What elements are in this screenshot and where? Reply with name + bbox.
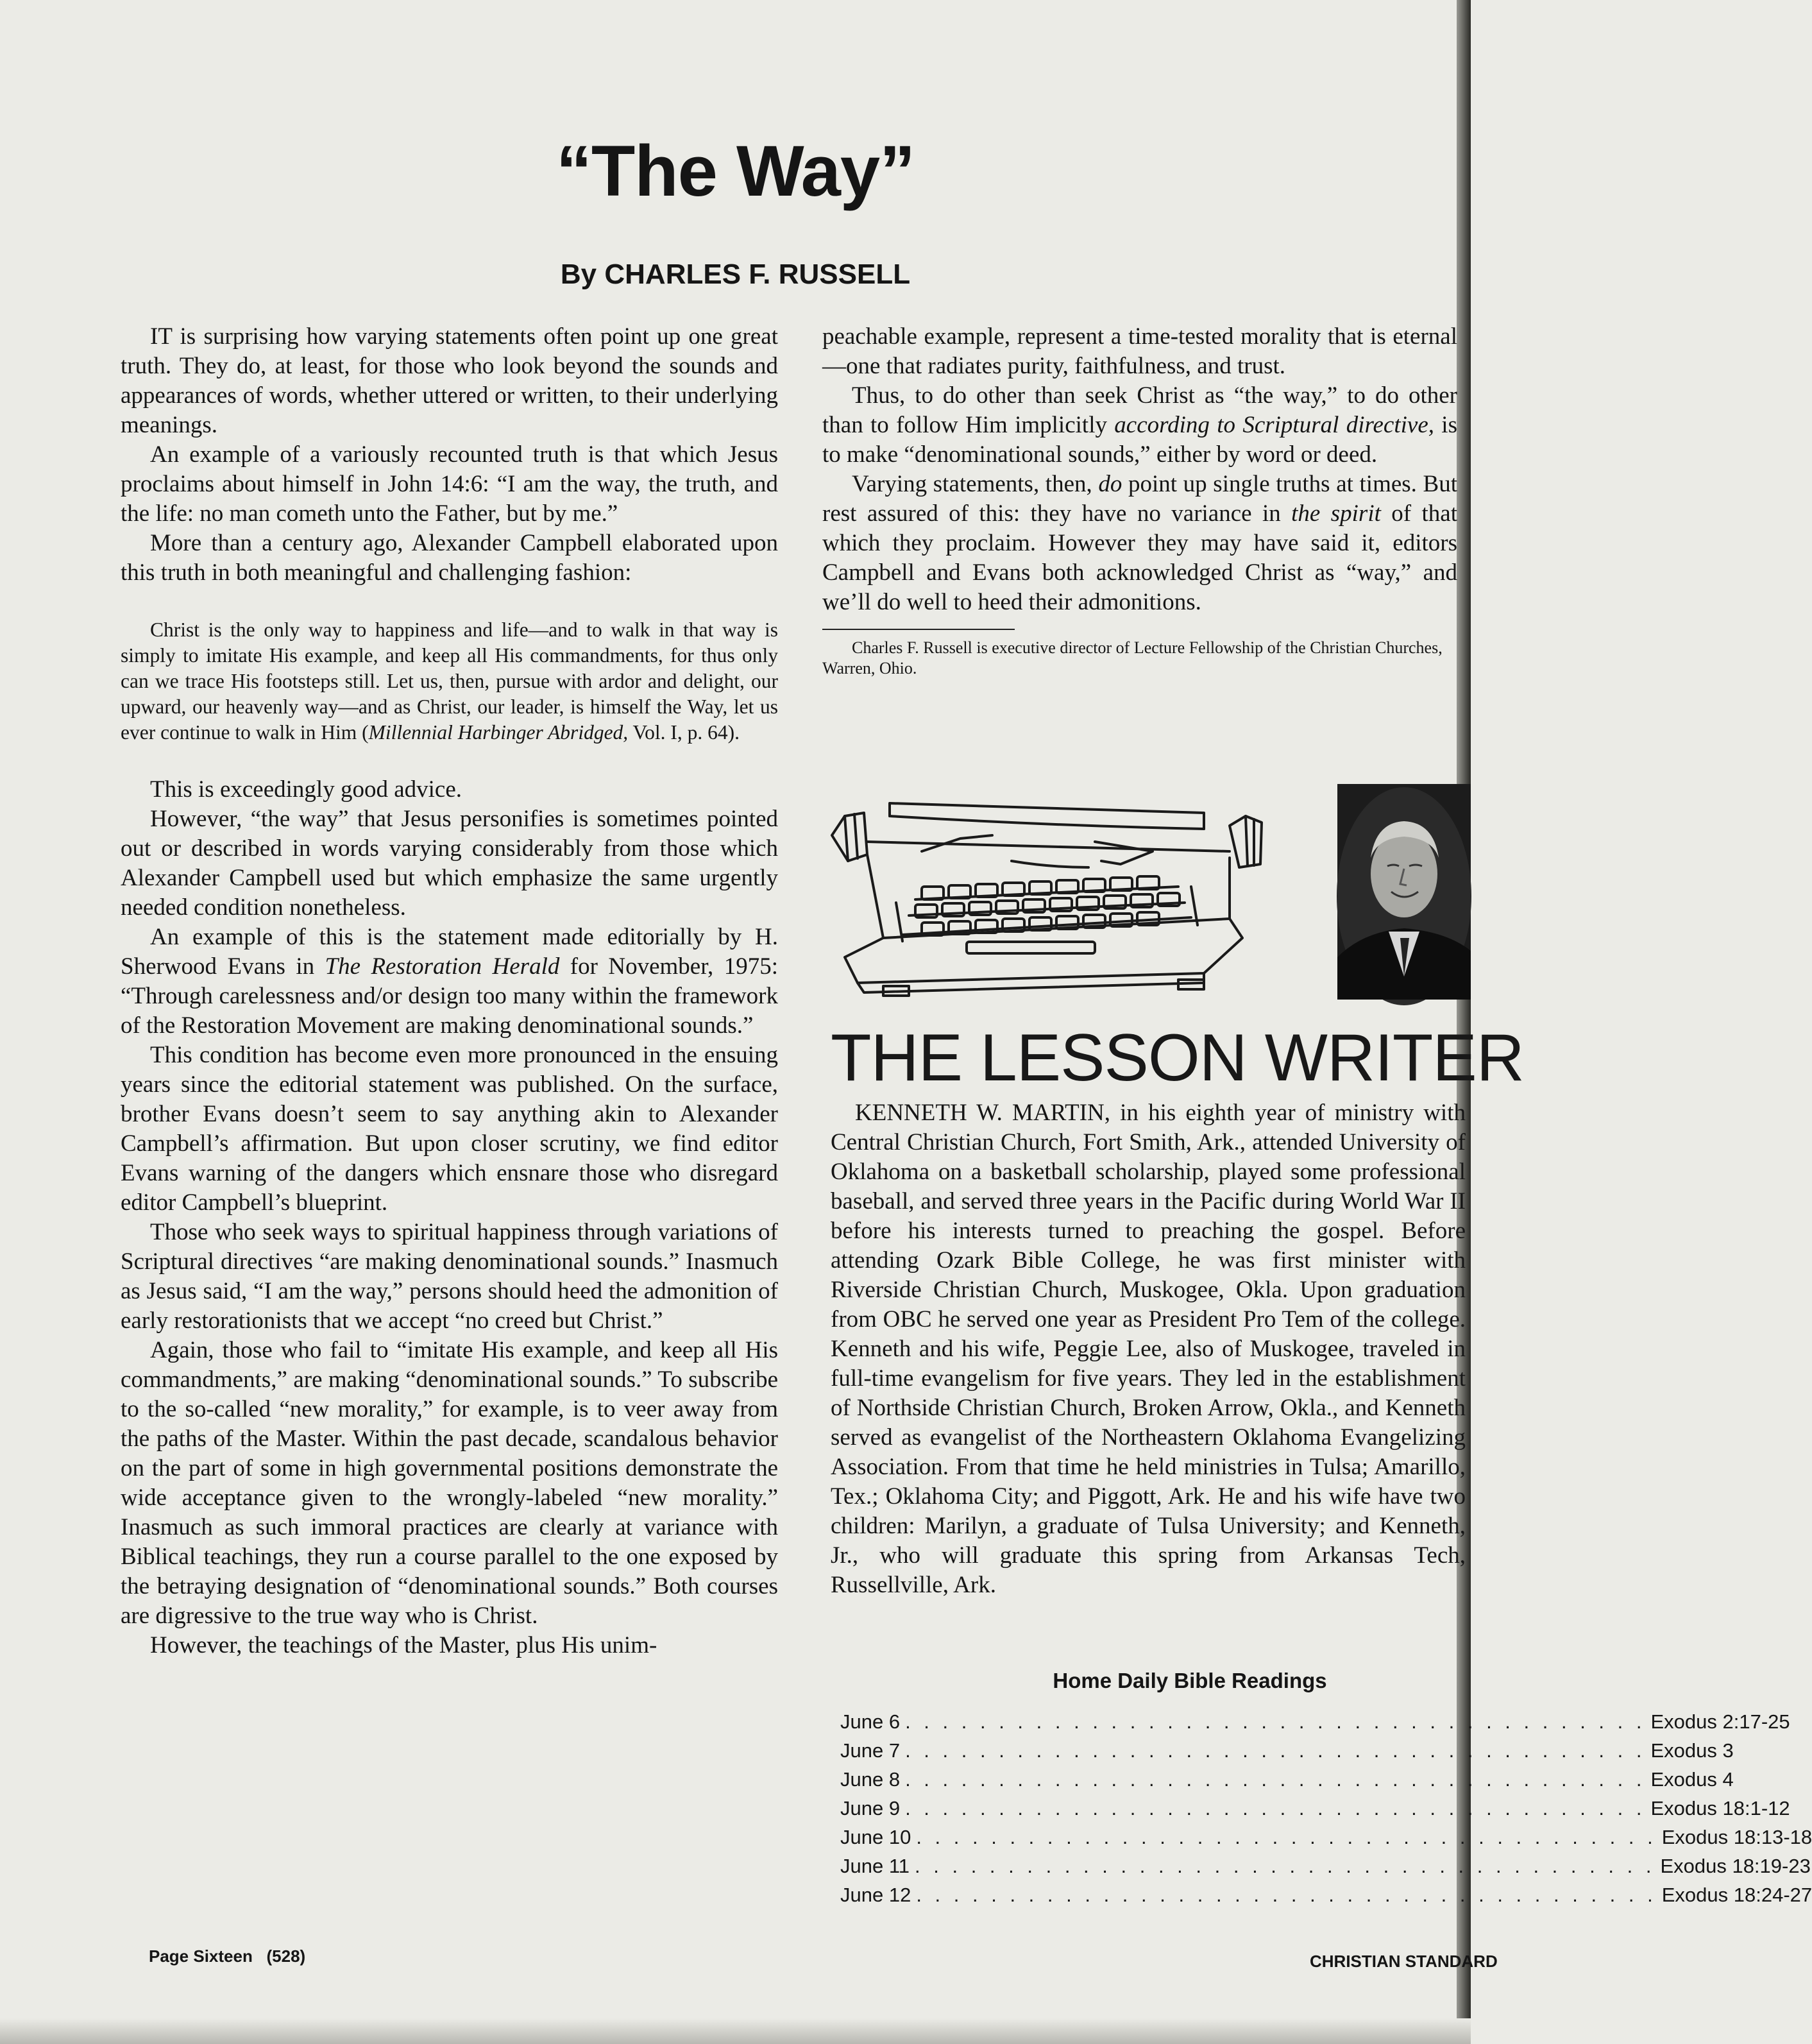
- leader-dots: . . . . . . . . . . . . . . . . . . . . . . . . . . . . . . . . . . . . . . . .: [905, 1797, 1646, 1819]
- author-photo: [1337, 784, 1471, 1000]
- reading-date: June 8: [840, 1768, 901, 1791]
- footnote-rule: [822, 629, 1015, 630]
- quote-text: Christ is the only way to happiness and life—and to walk in that way is simply to imitate His example, and keep all His commandments, for thus only can we trace His footsteps still. Let us, then, pursue with ardor and delight, our upward, our heavenly way—and as Christ, our leader, is himself the Way, let us ever continue to walk in Him (: [121, 618, 778, 744]
- emphasis-text: according to Scriptural directive,: [1114, 412, 1434, 438]
- publication-name: The Restoration Herald: [325, 953, 560, 980]
- text-run: is to make “denominational sounds,” either by word or deed.: [822, 412, 1457, 468]
- text-run: Thus, to do other than seek Christ as “the way,” to do other than to follow Him implicitly: [822, 382, 1457, 438]
- reading-row: [840, 1884, 1812, 1912]
- text-run: An example of this is the statement made editorially by H. Sherwood Evans in: [121, 924, 778, 980]
- reading-passage: Exodus 18:13-18: [1661, 1826, 1812, 1848]
- reading-row: [840, 1768, 1734, 1797]
- page-bottom-shadow: [0, 2018, 1471, 2044]
- leader-dots: . . . . . . . . . . . . . . . . . . . . . . . . . . . . . . . . . . . . . . . .: [916, 1826, 1657, 1848]
- leader-dots: . . . . . . . . . . . . . . . . . . . . . . . . . . . . . . . . . . . . . . . .: [905, 1710, 1646, 1733]
- reading-row: [840, 1797, 1790, 1826]
- typewriter-illustration: [819, 790, 1278, 1009]
- article-paragraph: An example of a variously recounted truth is that which Jesus proclaims about himself in John 14:6: “I am the way, the truth, and the life: no man cometh unto the Father, but by me.”: [121, 441, 778, 527]
- text-run: of that which they proclaim. However they may have said it, editors Campbell and Evans both acknowledged Christ as “way,” and we’ll do well to heed their admonitions.: [822, 500, 1457, 615]
- article-paragraph: Again, those who fail to “imitate His example, and keep all His commandments,” are making “denominational sounds.” To subscribe to the so-called “new morality,” for example, is to veer away from the paths of the Master. Within the past decade, scandalous behavior on the part of some in high governmental positions demonstrate the wide acceptance given to the wrongly-labeled “new morality.” Inasmuch as such immoral practices are clearly at variance with Biblical teachings, they run a course parallel to the one exposed by the betraying designation of “denominational sounds.” Both courses are digressive to the true way who is Christ.: [121, 1337, 778, 1629]
- article-byline: By CHARLES F. RUSSELL: [560, 259, 911, 290]
- reading-passage: Exodus 2:17-25: [1650, 1710, 1790, 1733]
- reading-row: [840, 1855, 1811, 1884]
- article-paragraph: This condition has become even more pronounced in the ensuing years since the editorial statement was published. On the surface, brother Evans doesn’t seem to say anything akin to Alexander Campbell’s affirmation. But upon closer scrutiny, we find editor Evans warning of the dangers which ensnare those who disregard editor Campbell’s blueprint.: [121, 1042, 778, 1216]
- reading-date: June 10: [840, 1826, 911, 1848]
- quote-reference: Vol. I, p. 64).: [628, 721, 740, 744]
- reading-passage: Exodus 3: [1650, 1739, 1734, 1762]
- readings-list: [840, 1710, 1812, 1912]
- article-paragraph: [822, 470, 1457, 617]
- article-paragraph: [121, 923, 778, 1041]
- article-title: “The Way”: [555, 131, 915, 211]
- article-paragraph: peachable example, represent a time-tested morality that is eternal—one that radiates purity, faithfulness, and trust.: [822, 323, 1457, 379]
- page-folio: Page Sixteen (528): [149, 1946, 306, 1966]
- article-paragraph: [822, 381, 1457, 470]
- reading-date: June 11: [840, 1855, 910, 1877]
- reading-passage: Exodus 18:24-27: [1661, 1884, 1812, 1906]
- article-column-right: [822, 322, 1457, 679]
- quote-source: Millennial Harbinger Abridged,: [368, 721, 629, 744]
- readings-title: Home Daily Bible Readings: [1053, 1669, 1327, 1692]
- reading-passage: Exodus 18:19-23: [1660, 1855, 1811, 1877]
- bio-paragraph: KENNETH W. MARTIN, in his eighth year of ministry with Central Christian Church, Fort Smith, Ark., attended University of Oklahoma on a basketball scholarship, played some professional baseball, and served three years in the Pacific during World War II before his interests turned to preaching the gospel. Before attending Ozark Bible College, he was first minister with Riverside Christian Church, Muskogee, Okla. Upon graduation from OBC he served one year as President Pro Tem of the college. Kenneth and his wife, Peggie Lee, also of Muskogee, traveled in full-time evangelism for five years. They led in the establishment of Northside Christian Church, Broken Arrow, Okla., and Kenneth served as evangelist of the Northeastern Oklahoma Evangelizing Association. From that time he held ministries in Tulsa; Amarillo, Tex.; Oklahoma City; and Piggott, Ark. He and his wife have two children: Marilyn, a graduate of Tulsa University; and Kenneth, Jr., who will graduate this spring from Arkansas Tech, Russellville, Ark.: [831, 1100, 1466, 1598]
- reading-row: [840, 1826, 1812, 1855]
- reading-row: [840, 1739, 1734, 1768]
- reading-date: June 7: [840, 1739, 901, 1762]
- emphasis-text: the spirit: [1291, 500, 1381, 527]
- article-paragraph: Those who seek ways to spiritual happiness through variations of Scriptural directives “are making denominational sounds.” Inasmuch as Jesus said, “I am the way,” persons should heed the admonition of early restorationists that we accept “no creed but Christ.”: [121, 1219, 778, 1334]
- article-paragraph: However, “the way” that Jesus personifies is sometimes pointed out or described in words varying considerably from those which Alexander Campbell used but which emphasize the same urgently needed condition nonetheless.: [121, 806, 778, 921]
- reading-date: June 6: [840, 1710, 901, 1733]
- leader-dots: . . . . . . . . . . . . . . . . . . . . . . . . . . . . . . . . . . . . . . . .: [905, 1739, 1646, 1762]
- author-footnote: Charles F. Russell is executive director of Lecture Fellowship of the Christian Churches, Warren, Ohio.: [822, 638, 1443, 677]
- article-paragraph: However, the teachings of the Master, plus His unim-: [150, 1632, 657, 1658]
- article-column-left: [121, 322, 778, 1660]
- reading-passage: Exodus 18:1-12: [1650, 1797, 1790, 1819]
- publication-footer: CHRISTIAN STANDARD: [1310, 1952, 1498, 1971]
- text-run: for November, 1975: “Through carelessness and/or design too many within the framework of the Restoration Movement are making denominational sounds.”: [121, 953, 779, 1039]
- text-run: point up single truths at times. But rest assured of this: they have no variance in: [822, 471, 1458, 527]
- leader-dots: . . . . . . . . . . . . . . . . . . . . . . . . . . . . . . . . . . . . . . . .: [916, 1884, 1657, 1906]
- portrait-image: [1337, 784, 1471, 1000]
- text-run: Varying statements, then,: [852, 471, 1099, 497]
- article-paragraph: This is exceedingly good advice.: [150, 776, 462, 803]
- lesson-writer-bio: [831, 1098, 1466, 1600]
- lesson-writer-heading: THE LESSON WRITER: [831, 1021, 1524, 1095]
- campbell-quote: [121, 617, 778, 745]
- reading-passage: Exodus 4: [1650, 1768, 1734, 1791]
- leader-dots: . . . . . . . . . . . . . . . . . . . . . . . . . . . . . . . . . . . . . . . .: [905, 1768, 1646, 1791]
- leader-dots: . . . . . . . . . . . . . . . . . . . . . . . . . . . . . . . . . . . . . . . .: [915, 1855, 1655, 1877]
- emphasis-text: do: [1098, 471, 1122, 497]
- article-paragraph: More than a century ago, Alexander Campbell elaborated upon this truth in both meaningful and challenging fashion:: [121, 530, 778, 586]
- reading-date: June 9: [840, 1797, 901, 1819]
- quote-paragraph: [121, 617, 778, 745]
- reading-row: [840, 1710, 1790, 1739]
- article-paragraph: IT is surprising how varying statements often point up one great truth. They do, at least, for those who look beyond the sounds and appearances of words, whether uttered or written, to their underlying meanings.: [121, 323, 778, 438]
- reading-date: June 12: [840, 1884, 911, 1906]
